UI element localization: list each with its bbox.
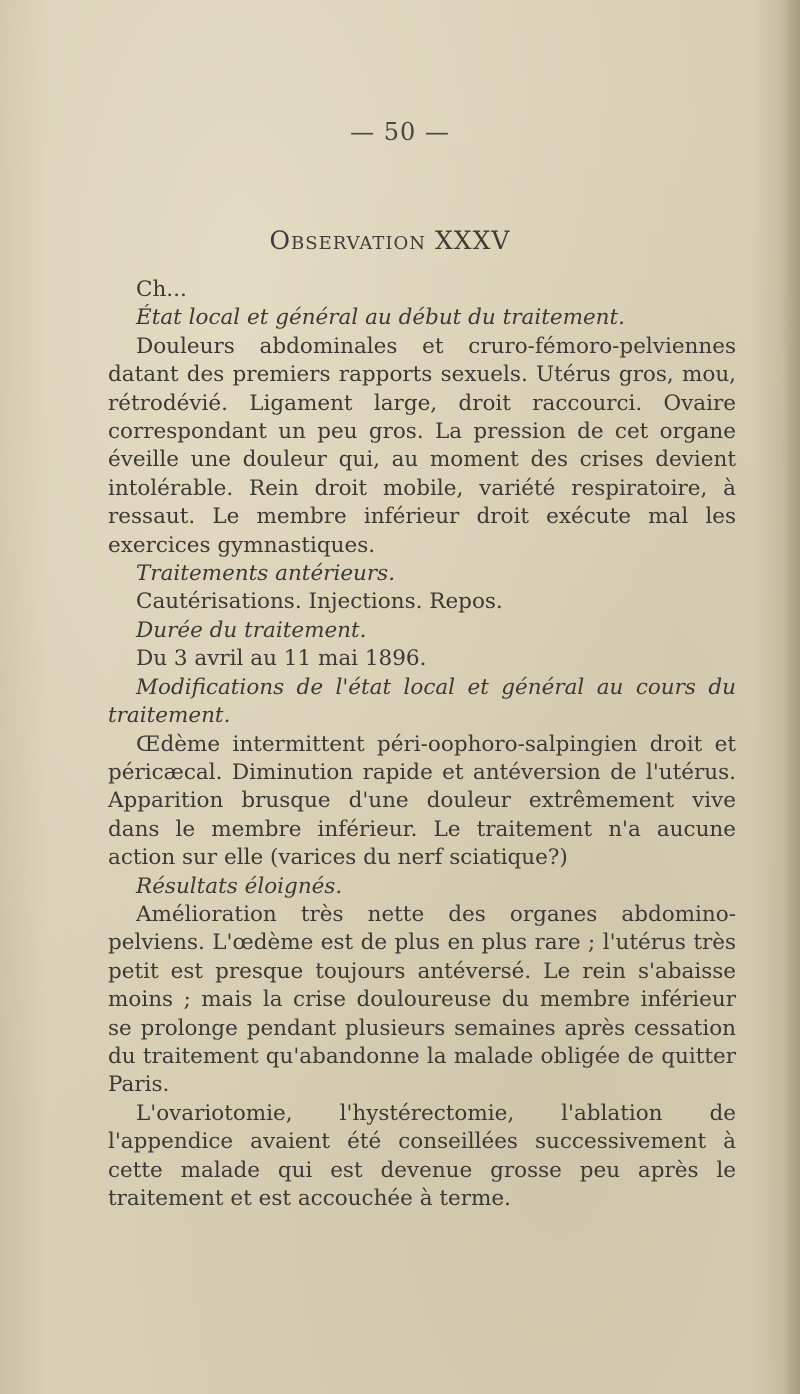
paragraph-treatment-duration: Du 3 avril au 11 mai 1896.: [136, 646, 427, 672]
patient-initials: Ch...: [136, 277, 187, 302]
section-heading-initial-state: État local et général au début du traitement.: [136, 305, 625, 331]
page-edge-shadow: [782, 0, 800, 1394]
paragraph-initial-state: Douleurs abdominales et cruro-fémoro-pelviennes datant des premiers rapports sexuels. Utérus gros, mou, rétrodévié. Ligament large, droit raccourci. Ovaire correspondant un peu gros. La pression de cet organe éveille une douleur qui, au moment des crises devient intolérable. Rein droit mobile, variété respiratoire, à ressaut. Le membre inférieur droit exécute mal les exercices gymnastiques.: [108, 333, 736, 558]
paragraph-remote-results: Amélioration très nette des organes abdomino-pelviens. L'œdème est de plus en plus rare ; l'utérus très petit est presque toujours antéversé. Le rein s'abaisse moins ; mais la crise douloureuse du membre inférieur se prolonge pendant plusieurs semaines après cessation du traitement qu'abandonne la malade obligée de quitter Paris.: [108, 901, 736, 1098]
page-number: — 50 —: [350, 118, 450, 146]
observation-title-text: Observation XXXV: [269, 226, 511, 255]
observation-title: [0, 226, 780, 255]
section-heading-treatment-duration: Durée du traitement.: [136, 617, 367, 643]
section-heading-modifications: Modifications de l'état local et général au cours du traitement.: [108, 674, 736, 729]
paragraph-previous-treatments: Cautérisations. Injections. Repos.: [136, 589, 503, 615]
section-heading-previous-treatments: Traitements antérieurs.: [136, 561, 396, 587]
page-body: [108, 276, 736, 1213]
paragraph-conclusion: L'ovariotomie, l'hystérectomie, l'ablation de l'appendice avaient été conseillées successivement à cette malade qui est devenue grosse peu après le traitement et est accouchée à terme.: [108, 1100, 736, 1211]
section-heading-remote-results: Résultats éloignés.: [136, 873, 343, 899]
paragraph-modifications: Œdème intermittent péri-oophoro-salpingien droit et péricæcal. Diminution rapide et antéversion de l'utérus. Apparition brusque d'une douleur extrêmement vive dans le membre inférieur. Le traitement n'a aucune action sur elle (varices du nerf sciatique?): [108, 731, 736, 871]
